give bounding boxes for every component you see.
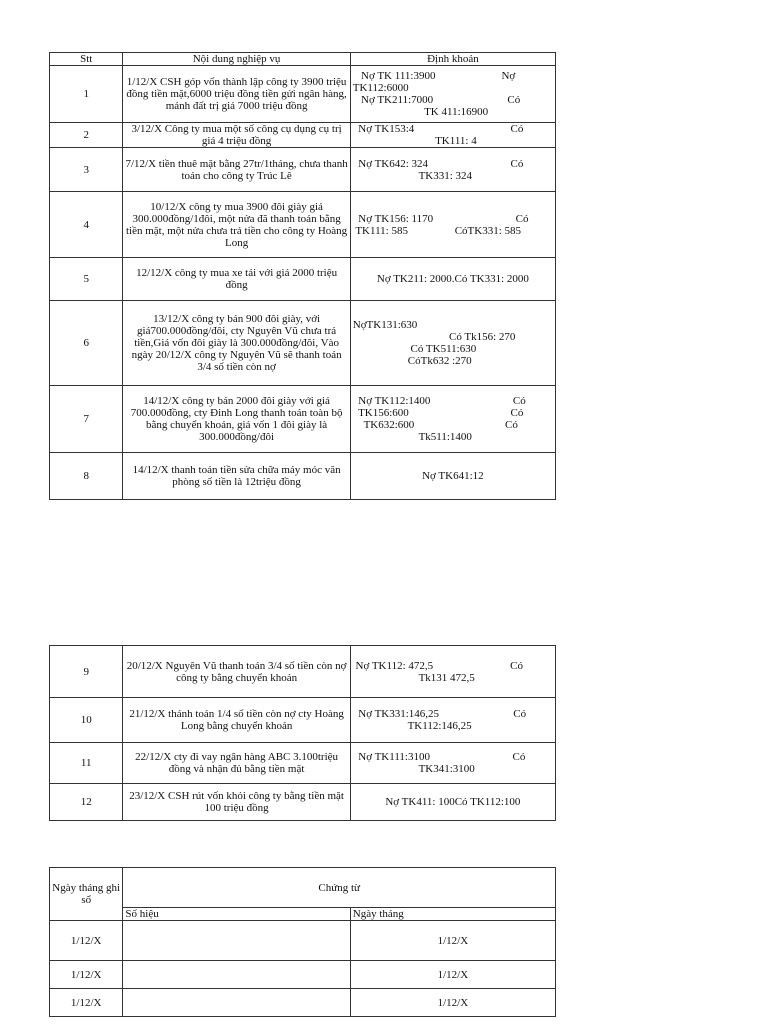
row-stt: 10 <box>50 698 123 743</box>
row-content: 1/12/X CSH góp vốn thành lập công ty 3900 triệu đồng tiền mặt,6000 triệu đồng tiền gửi ngân hàng, mảnh đất trị giá 7000 triệu đồng <box>123 66 350 123</box>
table-row <box>50 698 556 743</box>
record-date: 1/12/X <box>50 961 123 989</box>
row-stt: 7 <box>50 386 123 453</box>
row-content: 7/12/X tiền thuê mặt bằng 27tr/1tháng, chưa thanh toán cho công ty Trúc Lê <box>123 148 350 192</box>
row-entry: Nợ TK642: 324 Có TK331: 324 <box>350 148 555 192</box>
row-entry: Nợ TK641:12 <box>350 453 555 500</box>
table-row <box>50 743 556 784</box>
row-entry: Nợ TK331:146,25 Có TK112:146,25 <box>350 698 555 743</box>
table-row <box>50 258 556 301</box>
row-stt: 2 <box>50 123 123 148</box>
row-entry: Nợ TK 111:3900 Nợ TK112:6000 Nợ TK211:7000 Có TK 411:16900 <box>350 66 555 123</box>
row-stt: 6 <box>50 301 123 386</box>
row-content: 23/12/X CSH rút vốn khỏi công ty bằng tiền mặt 100 triệu đồng <box>123 784 350 821</box>
row-content: 14/12/X thanh toán tiền sửa chữa máy móc văn phòng số tiền là 12triệu đồng <box>123 453 350 500</box>
row-stt: 8 <box>50 453 123 500</box>
table-row <box>50 386 556 453</box>
row-content: 22/12/X cty đi vay ngân hàng ABC 3.100triệu đồng và nhận đủ bằng tiền mặt <box>123 743 350 784</box>
voucher-number <box>123 961 350 989</box>
table-row <box>50 192 556 258</box>
table-row <box>50 921 556 961</box>
row-entry: Nợ TK153:4 Có TK111: 4 <box>350 123 555 148</box>
header-stt: Stt <box>50 53 123 66</box>
table-row <box>50 123 556 148</box>
header-voucher-number: Số hiệu <box>123 908 350 921</box>
table-row <box>50 784 556 821</box>
transactions-table-1 <box>49 52 556 500</box>
row-content: 13/12/X công ty bán 900 đôi giày, với giá700.000đồng/đôi, cty Nguyên Vũ chưa trả tiền,Giá vốn đôi giày là 300.000đồng/đôi, Vào ngày 20/12/X công ty Nguyên Vũ sẽ thanh toán 3/4 số tiền còn nợ <box>123 301 350 386</box>
table-row <box>50 148 556 192</box>
row-content: 14/12/X công ty bán 2000 đôi giày với giá 700.000đồng, cty Đinh Long thanh toán toàn bộ bằng chuyển khoản, giá vốn 1 đôi giày là 300.000đồng/đôi <box>123 386 350 453</box>
row-content: 12/12/X công ty mua xe tải với giá 2000 triệu đồng <box>123 258 350 301</box>
header-record-date: Ngày tháng ghi sổ <box>50 868 123 921</box>
table-row <box>50 646 556 698</box>
table-row <box>50 961 556 989</box>
transactions-table-1-body <box>50 66 556 500</box>
table-row <box>50 989 556 1017</box>
row-stt: 4 <box>50 192 123 258</box>
header-voucher: Chứng từ <box>123 868 556 908</box>
row-stt: 3 <box>50 148 123 192</box>
voucher-date: 1/12/X <box>350 921 555 961</box>
voucher-date: 1/12/X <box>350 961 555 989</box>
row-entry: Nợ TK112: 472,5 Có Tk131 472,5 <box>350 646 555 698</box>
row-entry: Nợ TK112:1400 Có TK156:600 Có TK632:600 Có Tk511:1400 <box>350 386 555 453</box>
row-stt: 11 <box>50 743 123 784</box>
header-content: Nội dung nghiệp vụ <box>123 53 350 66</box>
row-content: 21/12/X thánh toán 1/4 số tiền còn nợ cty Hoàng Long bằng chuyển khoản <box>123 698 350 743</box>
header-voucher-date: Ngày tháng <box>350 908 555 921</box>
row-entry: Nợ TK211: 2000.Có TK331: 2000 <box>350 258 555 301</box>
row-content: 10/12/X công ty mua 3900 đôi giày giá 300.000đồng/1đôi, một nửa đã thanh toán bằng tiền mặt, một nửa chưa trả tiền cho công ty Hoàng Long <box>123 192 350 258</box>
row-stt: 5 <box>50 258 123 301</box>
journal-table-body <box>50 868 556 1017</box>
voucher-number <box>123 989 350 1017</box>
table-row <box>50 66 556 123</box>
record-date: 1/12/X <box>50 921 123 961</box>
table-row <box>50 301 556 386</box>
transactions-table-2 <box>49 645 556 821</box>
voucher-date: 1/12/X <box>350 989 555 1017</box>
header-entry: Định khoản <box>350 53 555 66</box>
row-stt: 12 <box>50 784 123 821</box>
row-entry: Nợ TK411: 100Có TK112:100 <box>350 784 555 821</box>
row-entry: Nợ TK156: 1170 Có TK111: 585 CóTK331: 585 <box>350 192 555 258</box>
journal-table <box>49 867 556 1017</box>
record-date: 1/12/X <box>50 989 123 1017</box>
table-row <box>50 453 556 500</box>
row-entry: Nợ TK111:3100 Có TK341:3100 <box>350 743 555 784</box>
row-stt: 9 <box>50 646 123 698</box>
transactions-table-2-body <box>50 646 556 821</box>
row-content: 20/12/X Nguyên Vũ thanh toán 3/4 số tiền còn nợ công ty bằng chuyển khoản <box>123 646 350 698</box>
row-stt: 1 <box>50 66 123 123</box>
row-content: 3/12/X Công ty mua một số công cụ dụng cụ trị giá 4 triệu đồng <box>123 123 350 148</box>
row-entry: NợTK131:630 Có Tk156: 270 Có TK511:630 CóTk632 :270 <box>350 301 555 386</box>
voucher-number <box>123 921 350 961</box>
